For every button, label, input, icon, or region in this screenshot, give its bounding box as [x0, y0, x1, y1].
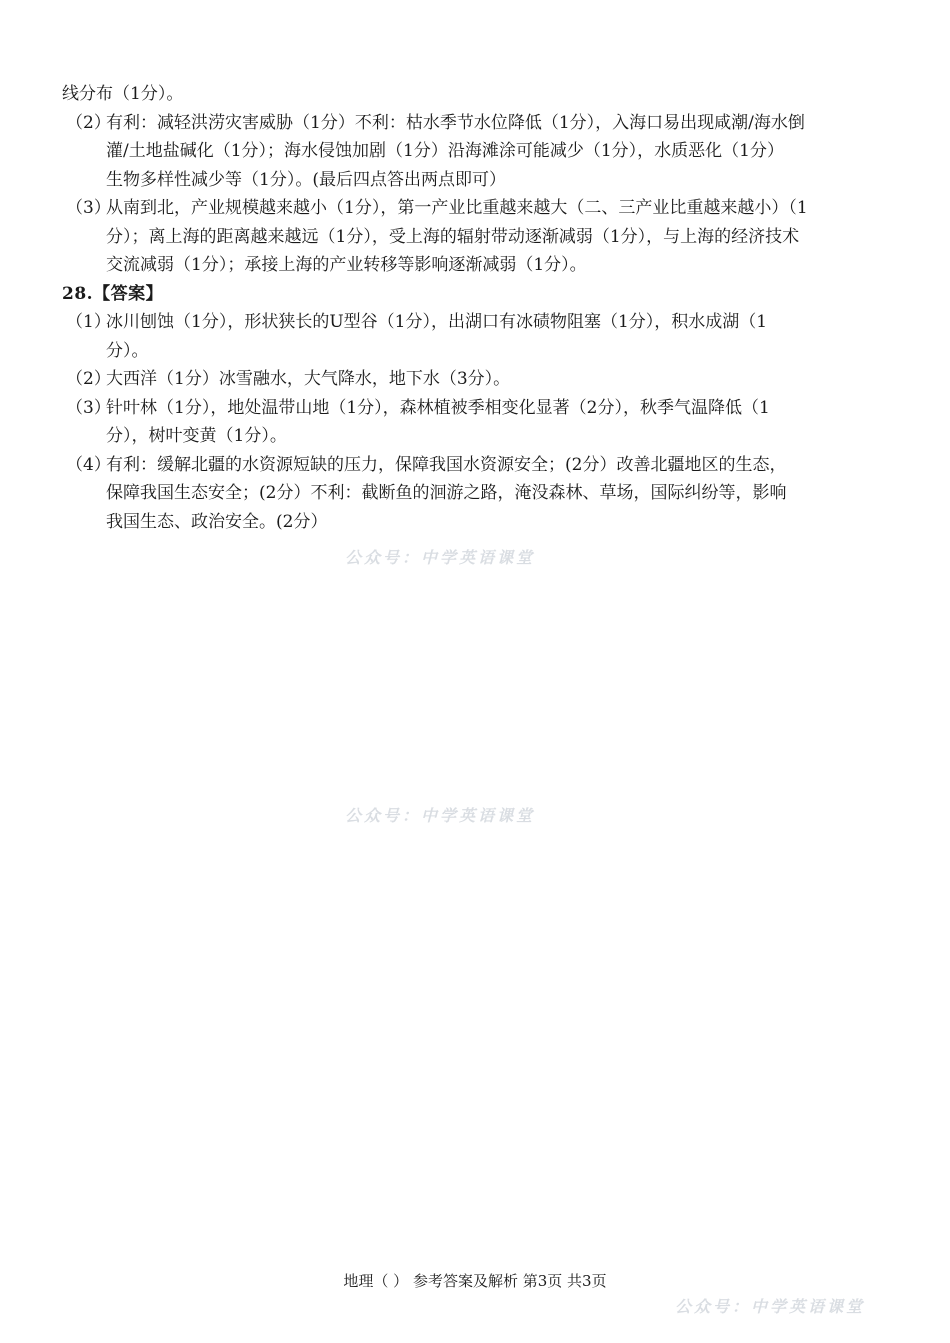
answer-item-4 [62, 451, 892, 537]
answer-line: 冰川刨蚀（1分），形状狭长的U型谷（1分），出湖口有冰碛物阻塞（1分），积水成湖（1 [106, 312, 768, 332]
item-number: （2） [66, 112, 111, 133]
answer-content [62, 80, 892, 536]
answer-line: 分）。 [106, 340, 149, 361]
answer-item-3 [62, 194, 892, 280]
watermark: 公众号：中学英语课堂 [345, 806, 536, 825]
answer-line: 分），树叶变黄（1分）。 [106, 426, 287, 446]
page-footer: 地理（ ） 参考答案及解析 第3页 共3页 [343, 1272, 607, 1290]
item-number: （3） [66, 198, 111, 218]
answer-line: 有利：缓解北疆的水资源短缺的压力，保障我国水资源安全；(2分）改善北疆地区的生态， [106, 454, 787, 475]
item-number: （1） [66, 312, 111, 332]
watermark: 公众号：中学英语课堂 [345, 548, 536, 567]
answer-item-1 [62, 308, 892, 365]
answer-line: 有利：减轻洪涝灾害威胁（1分）不利：枯水季节水位降低（1分），入海口易出现咸潮/海水倒 [106, 112, 805, 133]
answer-line: 针叶林（1分），地处温带山地（1分），森林植被季相变化显著（2分），秋季气温降低（1 [106, 397, 770, 418]
answer-line: 生物多样性减少等（1分）。(最后四点答出两点即可） [106, 169, 506, 190]
answer-line: 分）；离上海的距离越来越远（1分），受上海的辐射带动逐渐减弱（1分），与上海的经济技术 [106, 226, 800, 247]
question-heading: 28.【答案】 [62, 283, 164, 304]
answer-line: 保障我国生态安全；(2分）不利：截断鱼的洄游之路，淹没森林、草场，国际纠纷等，影响 [106, 483, 787, 503]
answer-line: 从南到北，产业规模越来越小（1分），第一产业比重越来越大（二、三产业比重越来越小）（1 [106, 198, 808, 218]
answer-line: 交流减弱（1分）；承接上海的产业转移等影响逐渐减弱（1分）。 [106, 255, 587, 275]
answer-line: 线分布（1分）。 [62, 84, 184, 104]
watermark: 公众号：中学英语课堂 [675, 1297, 866, 1316]
answer-item-3b [62, 394, 892, 451]
item-number: （3） [66, 397, 111, 418]
answer-line: 大西洋（1分）冰雪融水，大气降水，地下水（3分）。 [106, 369, 511, 389]
item-number: （4） [66, 454, 111, 475]
answer-item-2b [62, 365, 892, 394]
answer-line: 灌/土地盐碱化（1分）；海水侵蚀加剧（1分）沿海滩涂可能减少（1分），水质恶化（1分） [106, 141, 784, 161]
answer-line: 我国生态、政治安全。(2分） [106, 511, 328, 532]
item-number: （2） [66, 369, 111, 389]
answer-item-2 [62, 109, 892, 195]
